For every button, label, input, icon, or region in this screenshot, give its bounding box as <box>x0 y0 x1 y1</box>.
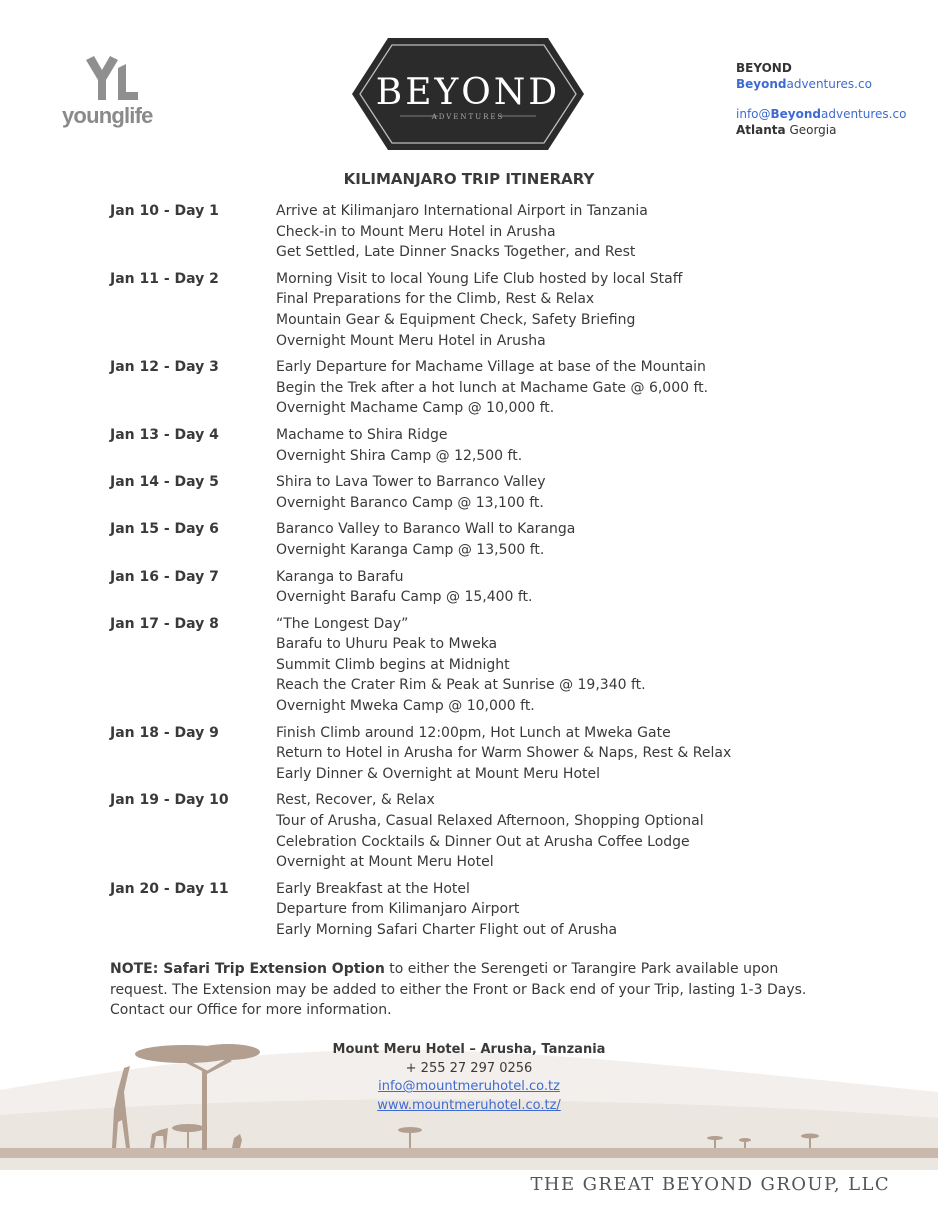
day-label: Jan 10 - Day 1 <box>110 203 219 219</box>
itinerary-day <box>110 790 870 872</box>
activity-line: Arrive at Kilimanjaro International Airport in Tanzania <box>276 203 648 219</box>
day-activities <box>276 472 546 513</box>
day-label: Jan 11 - Day 2 <box>110 270 219 287</box>
day-label: Jan 18 - Day 9 <box>110 724 219 741</box>
footer-company-name: THE GREAT BEYOND GROUP, LLC <box>530 1174 890 1195</box>
activity-line: Overnight Baranco Camp @ 13,100 ft. <box>276 494 544 511</box>
activity-line: Mountain Gear & Equipment Check, Safety Briefing <box>276 311 636 328</box>
younglife-wordmark: younglife <box>62 103 153 128</box>
day-activities <box>276 723 731 785</box>
activity-line: Check-in to Mount Meru Hotel in Arusha <box>276 223 556 240</box>
contact-location: Atlanta Georgia <box>736 123 837 137</box>
contact-block <box>736 60 906 138</box>
itinerary-day <box>110 519 870 560</box>
itinerary-day <box>110 425 870 466</box>
itinerary-day <box>110 567 870 608</box>
activity-line: Overnight Barafu Camp @ 15,400 ft. <box>276 589 533 606</box>
itinerary-day <box>110 614 870 717</box>
beyond-adventures-logo <box>350 36 586 152</box>
activity-line: Early Dinner & Overnight at Mount Meru Hotel <box>276 765 601 782</box>
day-label: Jan 13 - Day 4 <box>110 426 219 443</box>
activity-line: Reach the Crater Rim & Peak at Sunrise @ 19,340 ft. <box>276 677 646 694</box>
day-activities <box>276 567 533 608</box>
activity-line: Overnight at Mount Meru Hotel <box>276 854 494 871</box>
itinerary-day <box>110 472 870 513</box>
activity-line: Departure from Kilimanjaro Airport <box>276 901 520 918</box>
day-label: Jan 15 - Day 6 <box>110 521 219 538</box>
activity-line: Return to Hotel in Arusha for Warm Shower & Naps, Rest & Relax <box>276 745 732 762</box>
younglife-logo <box>62 56 162 132</box>
activity-line: Overnight Machame Camp @ 10,000 ft. <box>276 400 555 417</box>
activity-line: Early Breakfast at the Hotel <box>276 880 470 897</box>
day-activities <box>276 790 704 872</box>
activity-line: Final Preparations for the Climb, Rest & Relax <box>276 291 595 308</box>
hotel-info <box>0 1041 938 1115</box>
day-activities <box>276 519 575 560</box>
day-label: Jan 12 - Day 3 <box>110 359 219 376</box>
activity-line: Overnight Karanga Camp @ 13,500 ft. <box>276 541 545 558</box>
activity-line: Shira to Lava Tower to Barranco Valley <box>276 474 546 491</box>
itinerary-day <box>110 201 870 263</box>
hotel-phone: + 255 27 297 0256 <box>405 1060 533 1076</box>
activity-line: Get Settled, Late Dinner Snacks Together, and Rest <box>276 244 636 261</box>
activity-line: Finish Climb around 12:00pm, Hot Lunch at Mweka Gate <box>276 724 671 741</box>
day-activities <box>276 425 522 466</box>
hotel-email-link[interactable]: info@mountmeruhotel.co.tz <box>378 1079 560 1094</box>
activity-line: Machame to Shira Ridge <box>276 426 448 443</box>
activity-line: Overnight Mount Meru Hotel in Arusha <box>276 332 546 349</box>
activity-line: Overnight Mweka Camp @ 10,000 ft. <box>276 698 535 715</box>
contact-name: BEYOND <box>736 61 792 75</box>
itinerary-title: KILIMANJARO TRIP ITINERARY <box>343 170 595 188</box>
itinerary-list <box>110 201 870 947</box>
activity-line: Begin the Trek after a hot lunch at Machame Gate @ 6,000 ft. <box>276 379 709 396</box>
day-label: Jan 17 - Day 8 <box>110 615 219 632</box>
activity-line: Celebration Cocktails & Dinner Out at Arusha Coffee Lodge <box>276 833 690 850</box>
younglife-mark-icon <box>84 56 140 102</box>
activity-line: Morning Visit to local Young Life Club hosted by local Staff <box>276 270 683 287</box>
day-label: Jan 19 - Day 10 <box>110 792 229 809</box>
beyond-logo-title: BEYOND <box>375 72 561 113</box>
activity-line: Barafu to Uhuru Peak to Mweka <box>276 636 498 653</box>
day-activities <box>276 201 648 263</box>
hotel-website-link[interactable]: www.mountmeruhotel.co.tz/ <box>377 1097 561 1113</box>
itinerary-day <box>110 879 870 941</box>
activity-line: Rest, Recover, & Relax <box>276 792 435 809</box>
day-activities <box>276 269 682 351</box>
activity-line: Baranco Valley to Baranco Wall to Karanga <box>276 521 576 538</box>
beyond-logo-subtitle: ADVENTURES <box>431 113 505 121</box>
activity-line: Overnight Shira Camp @ 12,500 ft. <box>276 447 523 464</box>
itinerary-day <box>110 723 870 785</box>
activity-line: Early Morning Safari Charter Flight out of Arusha <box>276 922 618 938</box>
extension-note: NOTE: Safari Trip Extension Option to either the Serengeti or Tarangire Park available upon request. The Extension may be added to either the Front or Back end of your Trip, lasting 1-3 Days. Contact our Office for more information. <box>110 961 807 1019</box>
activity-line: Summit Climb begins at Midnight <box>276 656 510 673</box>
contact-website[interactable]: Beyondadventures.co <box>736 77 872 91</box>
contact-email[interactable]: info@Beyondadventures.co <box>736 107 907 121</box>
itinerary-day <box>110 269 870 351</box>
hotel-name: Mount Meru Hotel – Arusha, Tanzania <box>332 1042 606 1057</box>
itinerary-day <box>110 357 870 419</box>
day-label: Jan 14 - Day 5 <box>110 474 219 491</box>
activity-line: Early Departure for Machame Village at base of the Mountain <box>276 359 706 376</box>
day-label: Jan 20 - Day 11 <box>110 880 229 897</box>
day-label: Jan 16 - Day 7 <box>110 568 219 585</box>
activity-line: Karanga to Barafu <box>276 568 404 585</box>
day-activities <box>276 879 617 941</box>
day-activities <box>276 357 708 419</box>
activity-line: Tour of Arusha, Casual Relaxed Afternoon, Shopping Optional <box>276 813 704 830</box>
day-activities <box>276 614 646 717</box>
activity-line: “The Longest Day” <box>276 615 409 632</box>
